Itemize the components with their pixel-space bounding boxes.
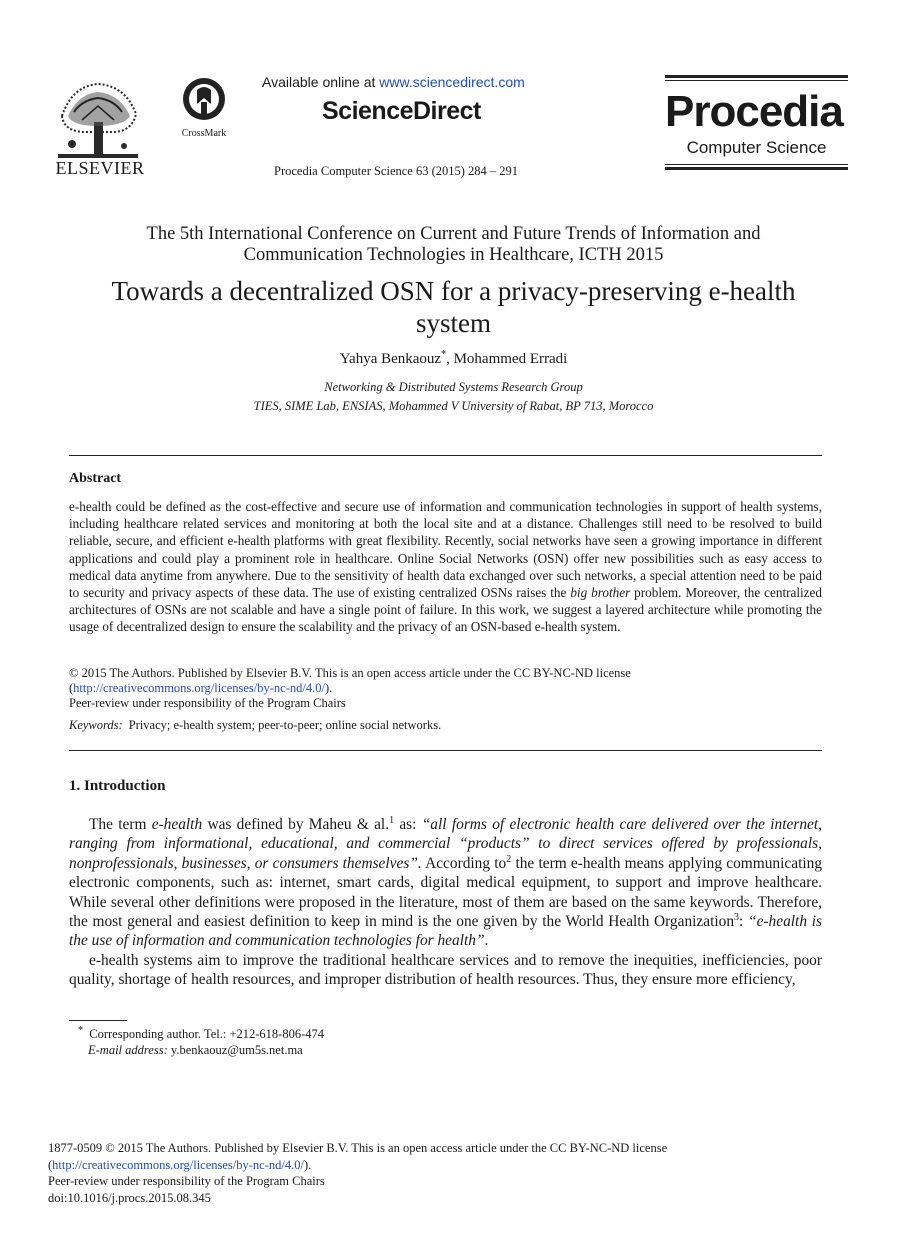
p1-text-c: as: [394,816,422,833]
title-line-2: system [415,308,491,338]
footnote-corresponding [78,1026,324,1042]
logo-rule-top-thin [665,80,848,81]
p1-text-e: the term e-health means applying communicating electronic components, such as: internet, smart cards, digital medical equipment, to support and improve healthcare. While several other definitions were proposed in the literature, most of them are based on the same keywords. Therefore, the most general and easiest definition to keep in mind is the one given by the World Health Organization [69,854,823,931]
p1-text-d: According to [421,854,507,872]
logo-rule-top [665,75,848,78]
abstract-text-part-1: e-health could be defined as the cost-effective and secure use of information and communication technologies in support of health systems, including healthcare related services and monitoring at both the local site and at a distance. Challenges still need to be resolved to build reliable, secure, and efficient e-health platforms with great flexibility. Recently, social networks have seen a growing importance in different applications and could play a prominent role in healthcare. Online Social Networks (OSN) offer new possibilities such as easy access to medical data anytime from anywhere. Due to the sensitivity of health data exchanged over such networks, a special attention need to be paid to security and privacy aspects of these data. The use of existing centralized OSNs raises the [69,499,822,601]
paren-close: ). [324,681,333,695]
crossmark-label: CrossMark [181,128,227,139]
doi[interactable]: doi:10.1016/j.procs.2015.08.345 [48,1190,211,1205]
available-online-line [262,74,525,90]
footer-line-2 [48,1157,848,1174]
elsevier-tree-logo [52,76,144,160]
copyright-notice [69,666,822,711]
section-heading-introduction: 1. Introduction [69,778,166,794]
abstract-bottom-rule [69,750,822,751]
copyright-line-3: Peer-review under responsibility of the Program Chairs [69,696,346,710]
procedia-subtitle: Computer Science [686,138,827,157]
journal-reference: Procedia Computer Science 63 (2015) 284 – 291 [274,164,519,178]
authors [40,351,867,368]
footnote-email [78,1042,324,1058]
footer-paren-close: ). [303,1157,312,1172]
citation-3[interactable]: 3 [734,911,740,923]
abstract-text-part-2: problem. Moreover, the centralized architectures of OSNs are not scalable and have a single point of failure. In this work, we suggest a layered architecture while promoting the usage of decentralized design to ensure the scalability and the privacy of an OSN-based e-health system. [69,585,822,635]
conference-name [40,224,867,266]
elsevier-wordmark: ELSEVIER [55,158,145,178]
abstract-heading: Abstract [69,471,122,486]
p1-quote-2: “e-health is the use of information and communication technologies for health” [69,913,822,950]
p1-text-b: was defined by Maheu & al. [202,816,390,833]
procedia-logo [665,75,848,170]
abstract-top-rule [69,455,822,456]
license-link[interactable]: http://creativecommons.org/licenses/by-nc-nd/4.0/ [73,681,325,695]
author-2: , Mohammed Erradi [446,351,568,367]
author-1: Yahya Benkaouz [339,351,442,367]
corresponding-mark: * [441,349,447,360]
paper-title [40,275,867,339]
copyright-line-2 [69,681,822,696]
sciencedirect-logo: ScienceDirect [322,97,481,125]
available-online-prefix: Available online at [262,74,380,90]
p1-text-f: : [739,913,749,931]
p1-quote-1: “all forms of electronic health care delivered over the internet, ranging from informational, educational, and commercial “products” to direct services offered by professionals, nonprofessionals, businesses, or consumers themselves”. [69,816,822,872]
email-address[interactable]: y.benkaouz@um5s.net.ma [170,1043,303,1057]
corresponding-author-line: Corresponding author. Tel.: +212-618-806-474 [89,1027,324,1041]
abstract-text [69,498,822,636]
citation-2[interactable]: 2 [506,853,512,865]
affiliation-2: TIES, SIME Lab, ENSIAS, Mohammed V University of Rabat, BP 713, Morocco [253,399,654,413]
copyright-line-1: © 2015 The Authors. Published by Elsevier B.V. This is an open access article under the CC BY-NC-ND license [69,666,631,680]
footer-paren-open: ( [48,1157,53,1172]
affiliation-1: Networking & Distributed Systems Research Group [324,380,583,394]
paren-open: ( [69,681,74,695]
title-line-1: Towards a decentralized OSN for a privacy-preserving e-health [111,276,796,306]
logo-rule-bottom [665,167,848,170]
introduction-body [69,815,822,990]
conference-line-1: The 5th International Conference on Current and Future Trends of Information and [146,224,761,244]
p1-term: e-health [151,816,203,833]
conference-line-2: Communication Technologies in Healthcare, ICTH 2015 [243,245,664,265]
intro-paragraph-2: e-health systems aim to improve the traditional healthcare services and to remove the inequities, inefficiencies, poor quality, shortage of health resources, and improper distribution of health resources. Thus, they ensure more efficiency, [69,951,822,989]
p1-text-a: The term [89,816,152,833]
keywords [69,718,822,733]
crossmark-icon [181,76,227,122]
crossmark-badge[interactable] [176,76,232,139]
page-footer [48,1140,848,1206]
p1-text-g: . [484,932,489,950]
keywords-text: Privacy; e-health system; peer-to-peer; online social networks. [128,718,442,732]
footer-license-link[interactable]: http://creativecommons.org/licenses/by-nc-nd/4.0/ [52,1157,304,1172]
footnote [78,1026,324,1058]
keywords-label: Keywords: [69,718,123,732]
footnote-mark: * [78,1024,83,1036]
footnote-rule [69,1020,127,1021]
email-label: E-mail address: [88,1043,168,1057]
citation-1[interactable]: 1 [389,814,395,826]
sciencedirect-link[interactable]: www.sciencedirect.com [379,74,525,90]
footer-line-3: Peer-review under responsibility of the Program Chairs [48,1174,325,1188]
footer-line-1: 1877-0509 © 2015 The Authors. Published by Elsevier B.V. This is an open access article under the CC BY-NC-ND license [48,1141,668,1155]
procedia-title: Procedia [665,87,843,136]
abstract-italic-term: big brother [570,585,631,601]
intro-paragraph-1 [69,815,822,951]
logo-rule-bottom-thin [665,164,848,165]
